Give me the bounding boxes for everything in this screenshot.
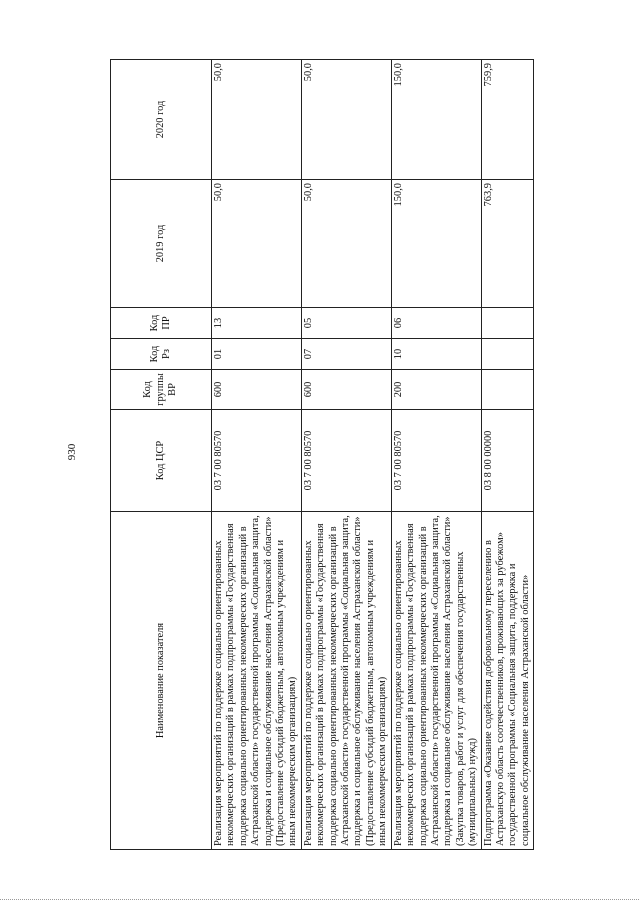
row-name: Подпрограмма «Оказание содействия добровольному переселению в Астраханскую область соотечественников, проживающих за рубежом» государственной программы «Социальная защита, поддержка и социальное обслуживание населения Астраханской области»: [481, 512, 534, 850]
header-name: Наименование показателя: [111, 512, 212, 850]
row-2020: 150,0: [391, 60, 481, 180]
row-vr: 600: [301, 370, 391, 410]
header-rz: Код Рз: [111, 339, 212, 370]
row-pr: 06: [391, 308, 481, 339]
row-csr: 03 7 00 80570: [301, 410, 391, 512]
row-2019: 763,9: [481, 180, 534, 308]
row-name: Реализация мероприятий по поддержке социально ориентированных некоммерческих организаций в рамках подпрограммы «Государственная поддержка социально ориентированных некоммерческих организаций в Астраханской области» государственной программы «Социальная защита, поддержка и социальное обслуживание населения Астраханской области» (Предоставление субсидий бюджетным, автономным учреждениям и иным некоммерческим организациям): [301, 512, 391, 850]
rotated-table-container: [110, 60, 531, 850]
row-csr: 03 8 00 00000: [481, 410, 534, 512]
row-vr: [481, 370, 534, 410]
header-2019: 2019 год: [111, 180, 212, 308]
row-rz: 07: [301, 339, 391, 370]
row-pr: [481, 308, 534, 339]
row-rz: 10: [391, 339, 481, 370]
row-rz: 01: [212, 339, 302, 370]
row-2020: 759,9: [481, 60, 534, 180]
row-2020: 50,0: [212, 60, 302, 180]
table-row: [391, 60, 481, 850]
header-2020: 2020 год: [111, 60, 212, 180]
row-csr: 03 7 00 80570: [391, 410, 481, 512]
row-2019: 50,0: [212, 180, 302, 308]
row-pr: 13: [212, 308, 302, 339]
row-2019: 50,0: [301, 180, 391, 308]
row-rz: [481, 339, 534, 370]
header-pr: Код ПР: [111, 308, 212, 339]
page-number: 930: [66, 443, 78, 461]
row-name: Реализация мероприятий по поддержке социально ориентированных некоммерческих организаций в рамках подпрограммы «Государственная поддержка социально ориентированных некоммерческих организаций в Астраханской области» государственной программы «Социальная защита, поддержка и социальное обслуживание населения Астраханской области» (Предоставление субсидий бюджетным, автономным учреждениям и иным некоммерческим организациям): [212, 512, 302, 850]
table-header-row: [111, 60, 212, 850]
row-2020: 50,0: [301, 60, 391, 180]
row-2019: 150,0: [391, 180, 481, 308]
scan-edge-divider: [0, 899, 639, 900]
table-row: [481, 60, 534, 850]
header-vr: Код группы ВР: [111, 370, 212, 410]
header-csr: Код ЦСР: [111, 410, 212, 512]
row-vr: 200: [391, 370, 481, 410]
row-csr: 03 7 00 80570: [212, 410, 302, 512]
row-name: Реализация мероприятий по поддержке социально ориентированных некоммерческих организаций в рамках подпрограммы «Государственная поддержка социально ориентированных некоммерческих организаций в Астраханской области» государственной программы «Социальная защита, поддержка и социальное обслуживание населения Астраханской области» (Закупка товаров, работ и услуг для обеспечения государственных (муниципальных) нужд): [391, 512, 481, 850]
row-vr: 600: [212, 370, 302, 410]
table-row: [212, 60, 302, 850]
table-row: [301, 60, 391, 850]
row-pr: 05: [301, 308, 391, 339]
budget-table: [110, 59, 534, 850]
